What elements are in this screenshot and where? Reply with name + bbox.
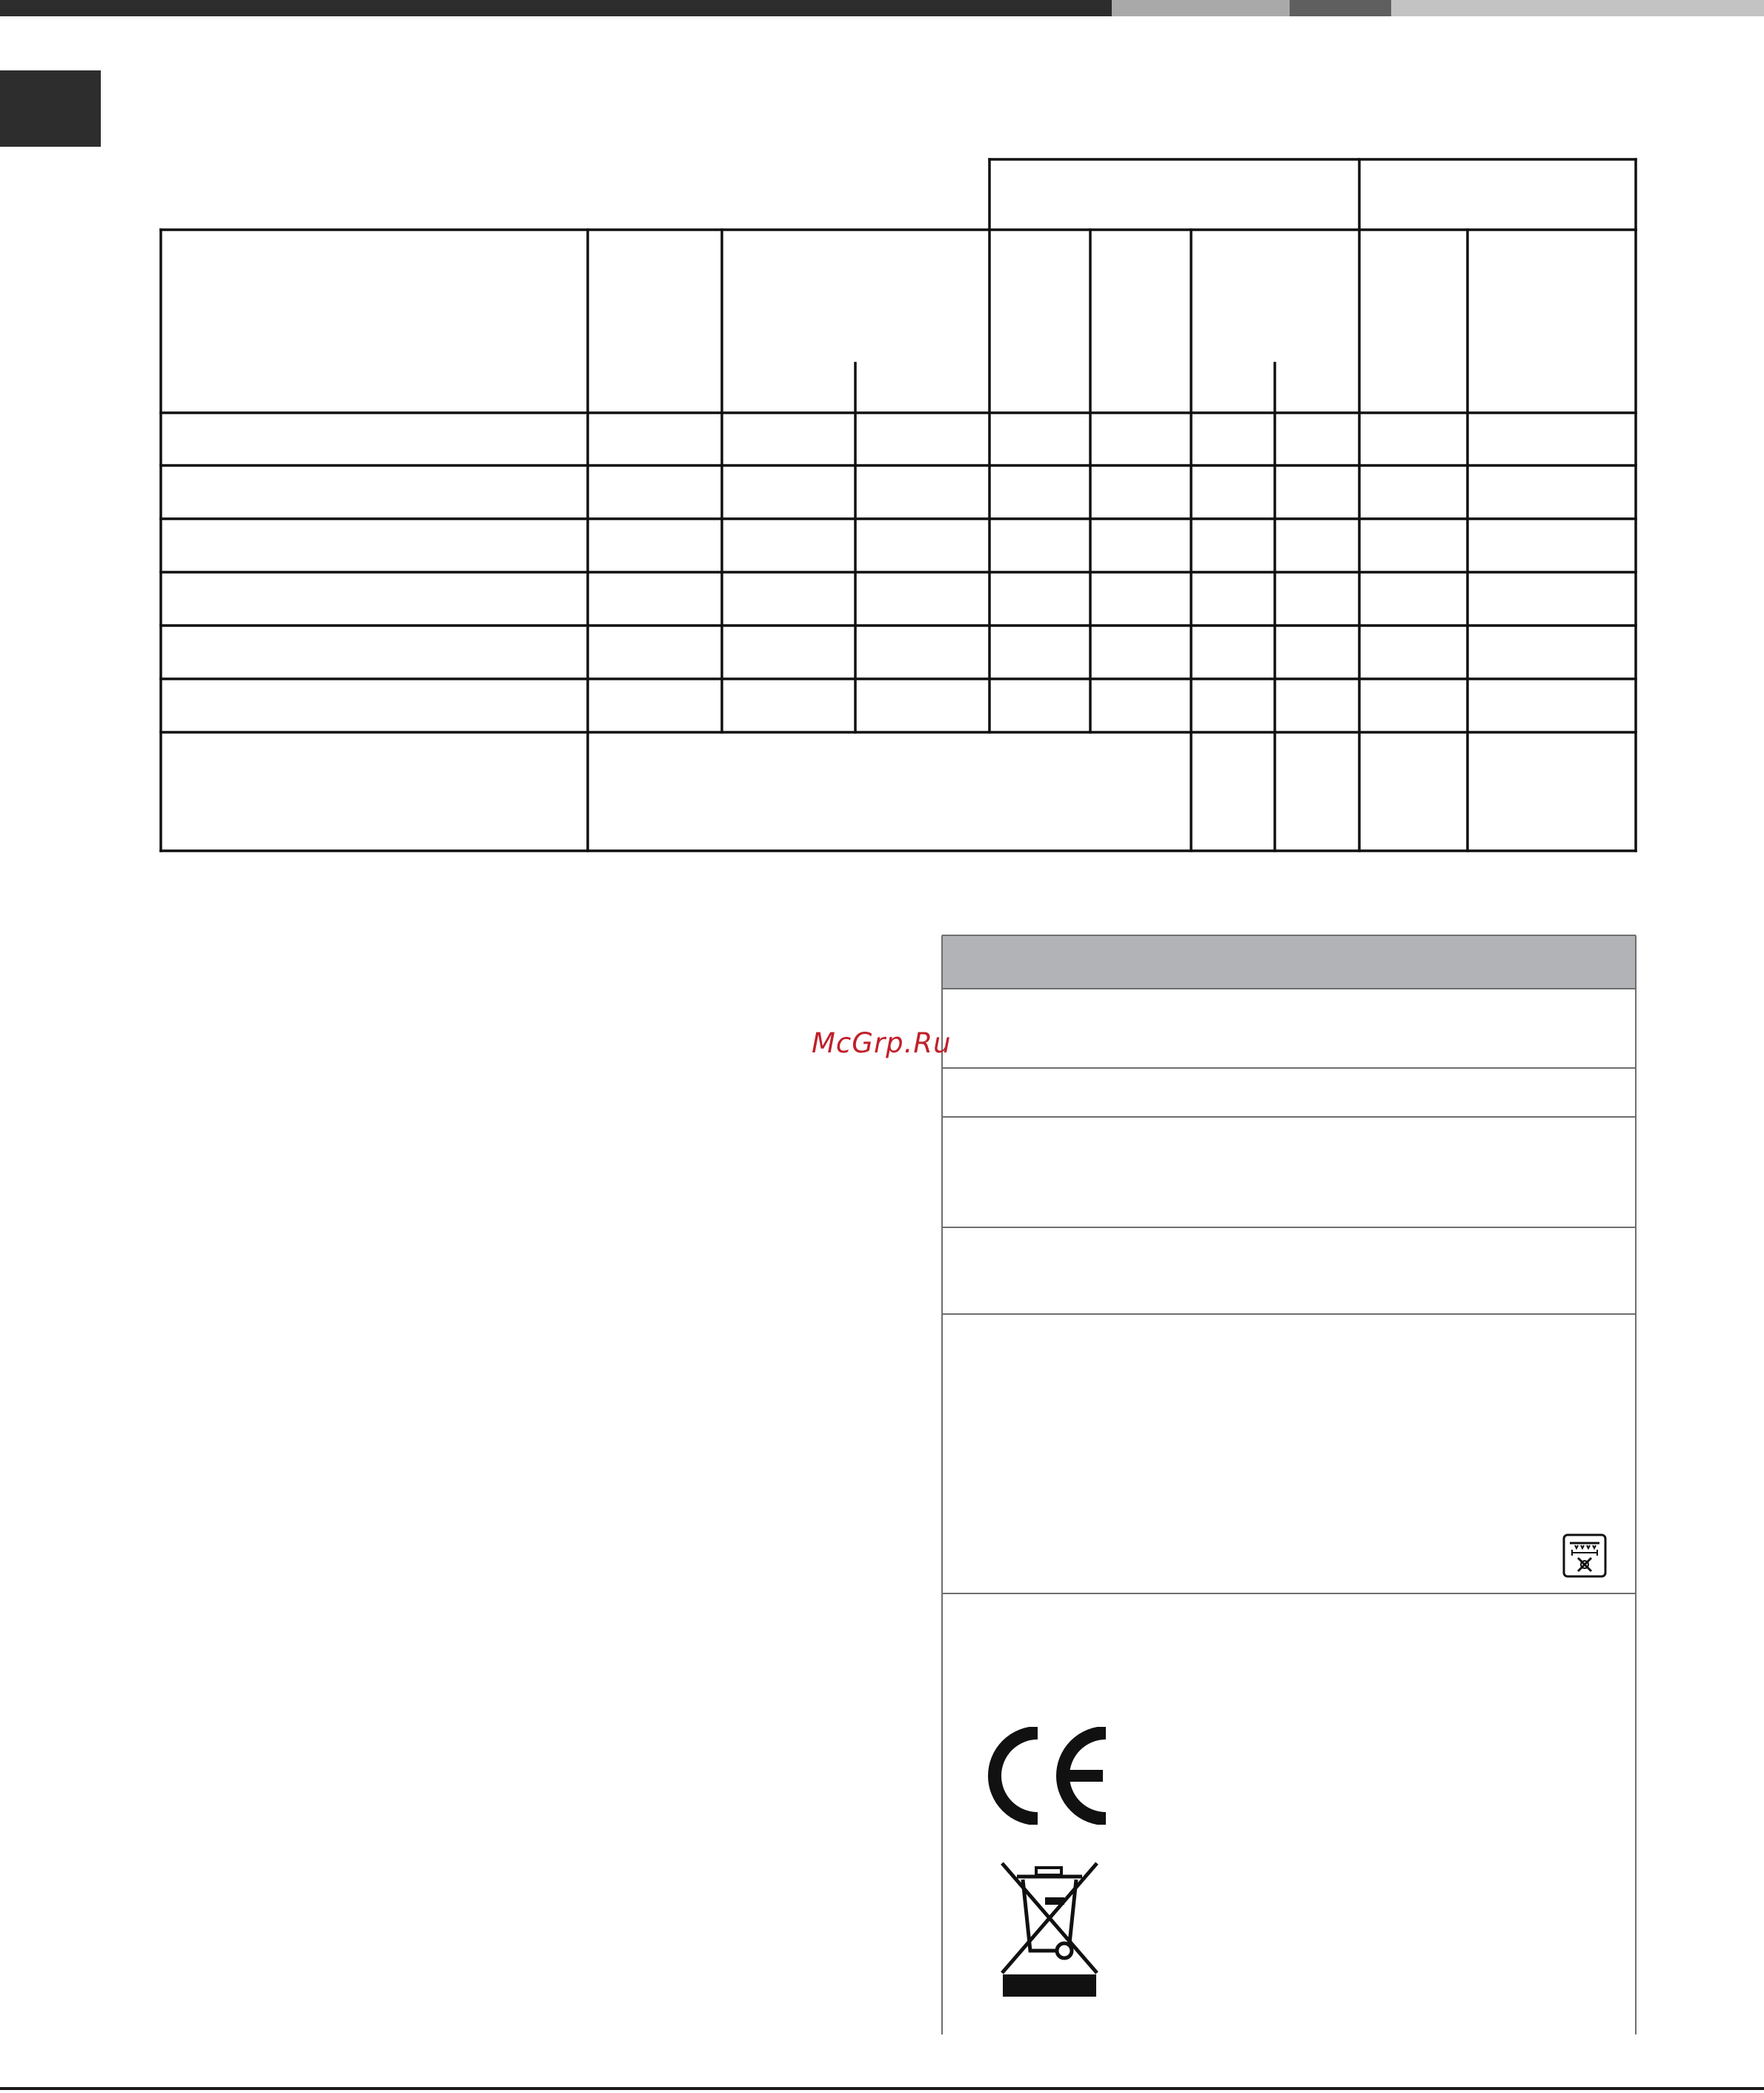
ce-mark-icon — [986, 1727, 1113, 1825]
crossed-out-bin-icon — [1001, 1862, 1098, 1998]
watermark-text: McGrp.Ru — [812, 1027, 952, 1059]
oven-cleaning-icon — [1562, 1533, 1608, 1579]
bottom-rule — [0, 2087, 1764, 2090]
